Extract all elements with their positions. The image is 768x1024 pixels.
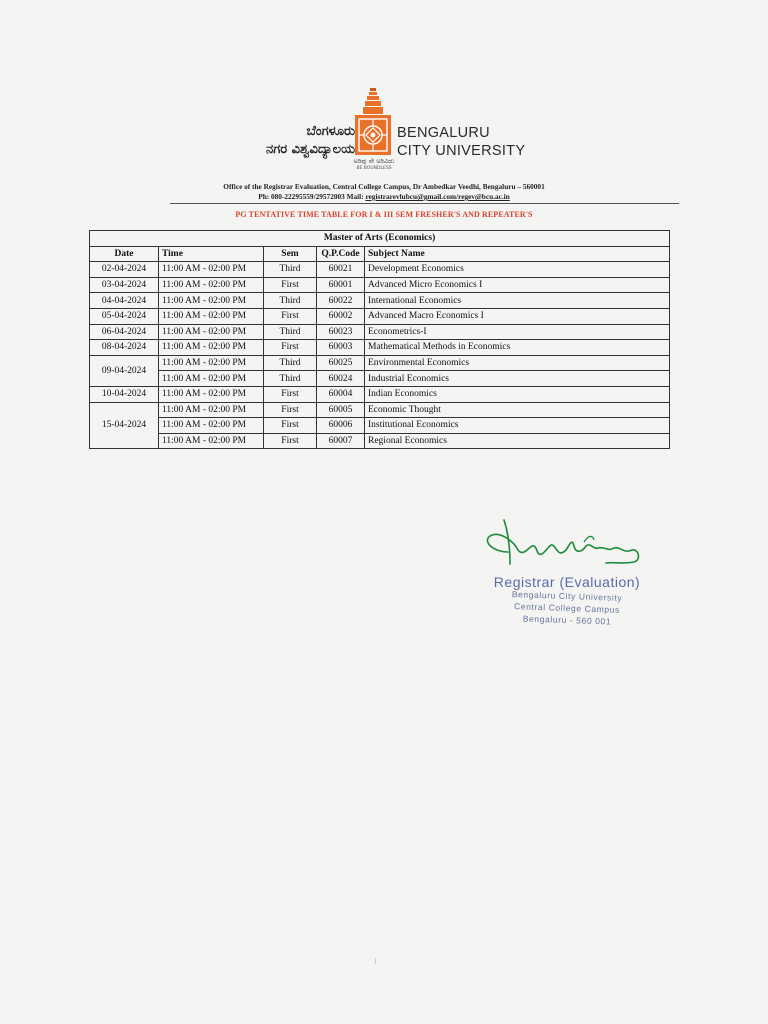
header-time: Time [159, 246, 264, 262]
registrar-signature [474, 512, 654, 572]
cell-date: 09-04-2024 [90, 355, 159, 386]
cell-date: 15-04-2024 [90, 402, 159, 449]
cell-date: 10-04-2024 [90, 386, 159, 402]
cell-time: 11:00 AM - 02:00 PM [159, 386, 264, 402]
cell-time: 11:00 AM - 02:00 PM [159, 355, 264, 371]
header-qp-code: Q.P.Code [317, 246, 365, 262]
cell-sem: First [264, 340, 317, 356]
cell-time: 11:00 AM - 02:00 PM [159, 340, 264, 356]
cell-qp-code: 60004 [317, 386, 365, 402]
cell-date: 02-04-2024 [90, 262, 159, 278]
table-row [90, 355, 670, 371]
contact-email-link[interactable]: registrarevlubcu@gmail.com/regev@bcu.ac.in [365, 192, 510, 201]
university-name-kannada [266, 123, 355, 159]
table-row [90, 277, 670, 293]
stamp-line-campus: Central College Campus [513, 601, 621, 615]
cell-qp-code: 60023 [317, 324, 365, 340]
table-row [90, 433, 670, 449]
kannada-line-1: ಬೆಂಗಳೂರು [306, 124, 355, 139]
motto-kannada: ಅರಿವು ಸೇ ಅರಿವಿದು [353, 157, 395, 165]
kannada-line-2: ನಗರ ವಿಶ್ವವಿದ್ಯಾಲಯ [265, 142, 355, 157]
cell-qp-code: 60006 [317, 418, 365, 434]
table-header-row [90, 246, 670, 262]
header-sem: Sem [264, 246, 317, 262]
cell-date: 05-04-2024 [90, 308, 159, 324]
cell-qp-code: 60002 [317, 308, 365, 324]
table-row [90, 324, 670, 340]
cell-time: 11:00 AM - 02:00 PM [159, 371, 264, 387]
cell-sem: First [264, 277, 317, 293]
university-motto [336, 157, 412, 173]
table-row [90, 293, 670, 309]
cell-subject: Institutional Economics [365, 418, 670, 434]
cell-subject: Advanced Macro Economics I [365, 308, 670, 324]
timetable [89, 230, 670, 449]
table-row [90, 418, 670, 434]
cell-sem: First [264, 433, 317, 449]
cell-qp-code: 60021 [317, 262, 365, 278]
cell-qp-code: 60001 [317, 277, 365, 293]
cell-sem: Third [264, 262, 317, 278]
header-subject: Subject Name [365, 246, 670, 262]
stamp-line-city: Bengaluru - 560 001 [522, 613, 612, 627]
cell-date: 06-04-2024 [90, 324, 159, 340]
cell-subject: Advanced Micro Economics I [365, 277, 670, 293]
english-line-2: CITY UNIVERSITY [397, 143, 526, 159]
cell-qp-code: 60024 [317, 371, 365, 387]
page-mark [375, 958, 376, 964]
cell-time: 11:00 AM - 02:00 PM [159, 308, 264, 324]
contact-phone: Ph: 080-22295559/29572003 Mail: [258, 192, 366, 201]
cell-time: 11:00 AM - 02:00 PM [159, 293, 264, 309]
cell-sem: Third [264, 324, 317, 340]
cell-qp-code: 60022 [317, 293, 365, 309]
cell-sem: Third [264, 371, 317, 387]
cell-date: 04-04-2024 [90, 293, 159, 309]
cell-sem: First [264, 308, 317, 324]
cell-time: 11:00 AM - 02:00 PM [159, 277, 264, 293]
cell-qp-code: 60007 [317, 433, 365, 449]
cell-sem: First [264, 402, 317, 418]
cell-sem: Third [264, 355, 317, 371]
table-caption-row [90, 231, 670, 247]
document-title: PG TENTATIVE TIME TABLE FOR I & III SEM FRESHER'S AND REPEATER'S [235, 210, 533, 219]
cell-subject: Industrial Economics [365, 371, 670, 387]
cell-time: 11:00 AM - 02:00 PM [159, 262, 264, 278]
cell-subject: International Economics [365, 293, 670, 309]
cell-sem: First [264, 386, 317, 402]
stamp-role: Registrar (Evaluation) [493, 574, 641, 590]
cell-date: 03-04-2024 [90, 277, 159, 293]
university-name-english [397, 124, 525, 160]
cell-qp-code: 60003 [317, 340, 365, 356]
header-date: Date [90, 246, 159, 262]
cell-sem: First [264, 418, 317, 434]
letterhead [0, 86, 768, 178]
table-row [90, 386, 670, 402]
cell-qp-code: 60005 [317, 402, 365, 418]
cell-subject: Environmental Economics [365, 355, 670, 371]
table-row [90, 402, 670, 418]
header-divider [170, 203, 679, 204]
cell-subject: Development Economics [365, 262, 670, 278]
cell-subject: Regional Economics [365, 433, 670, 449]
table-row [90, 340, 670, 356]
cell-time: 11:00 AM - 02:00 PM [159, 433, 264, 449]
registrar-stamp [462, 574, 672, 626]
stamp-line-university: Bengaluru City University [511, 589, 623, 603]
program-name: Master of Arts (Economics) [90, 231, 670, 247]
table-row [90, 308, 670, 324]
cell-time: 11:00 AM - 02:00 PM [159, 418, 264, 434]
office-contact [0, 192, 768, 201]
motto-english: BE BOUNDLESS [356, 166, 392, 171]
office-address: Office of the Registrar Evaluation, Central College Campus, Dr Ambedkar Veedhi, Bengaluru – 560001 [223, 182, 545, 191]
cell-subject: Mathematical Methods in Economics [365, 340, 670, 356]
english-line-1: BENGALURU [397, 125, 490, 141]
table-row [90, 371, 670, 387]
cell-subject: Indian Economics [365, 386, 670, 402]
cell-time: 11:00 AM - 02:00 PM [159, 324, 264, 340]
cell-qp-code: 60025 [317, 355, 365, 371]
cell-date: 08-04-2024 [90, 340, 159, 356]
cell-subject: Econometrics-I [365, 324, 670, 340]
cell-time: 11:00 AM - 02:00 PM [159, 402, 264, 418]
cell-sem: Third [264, 293, 317, 309]
table-row [90, 262, 670, 278]
cell-subject: Economic Thought [365, 402, 670, 418]
